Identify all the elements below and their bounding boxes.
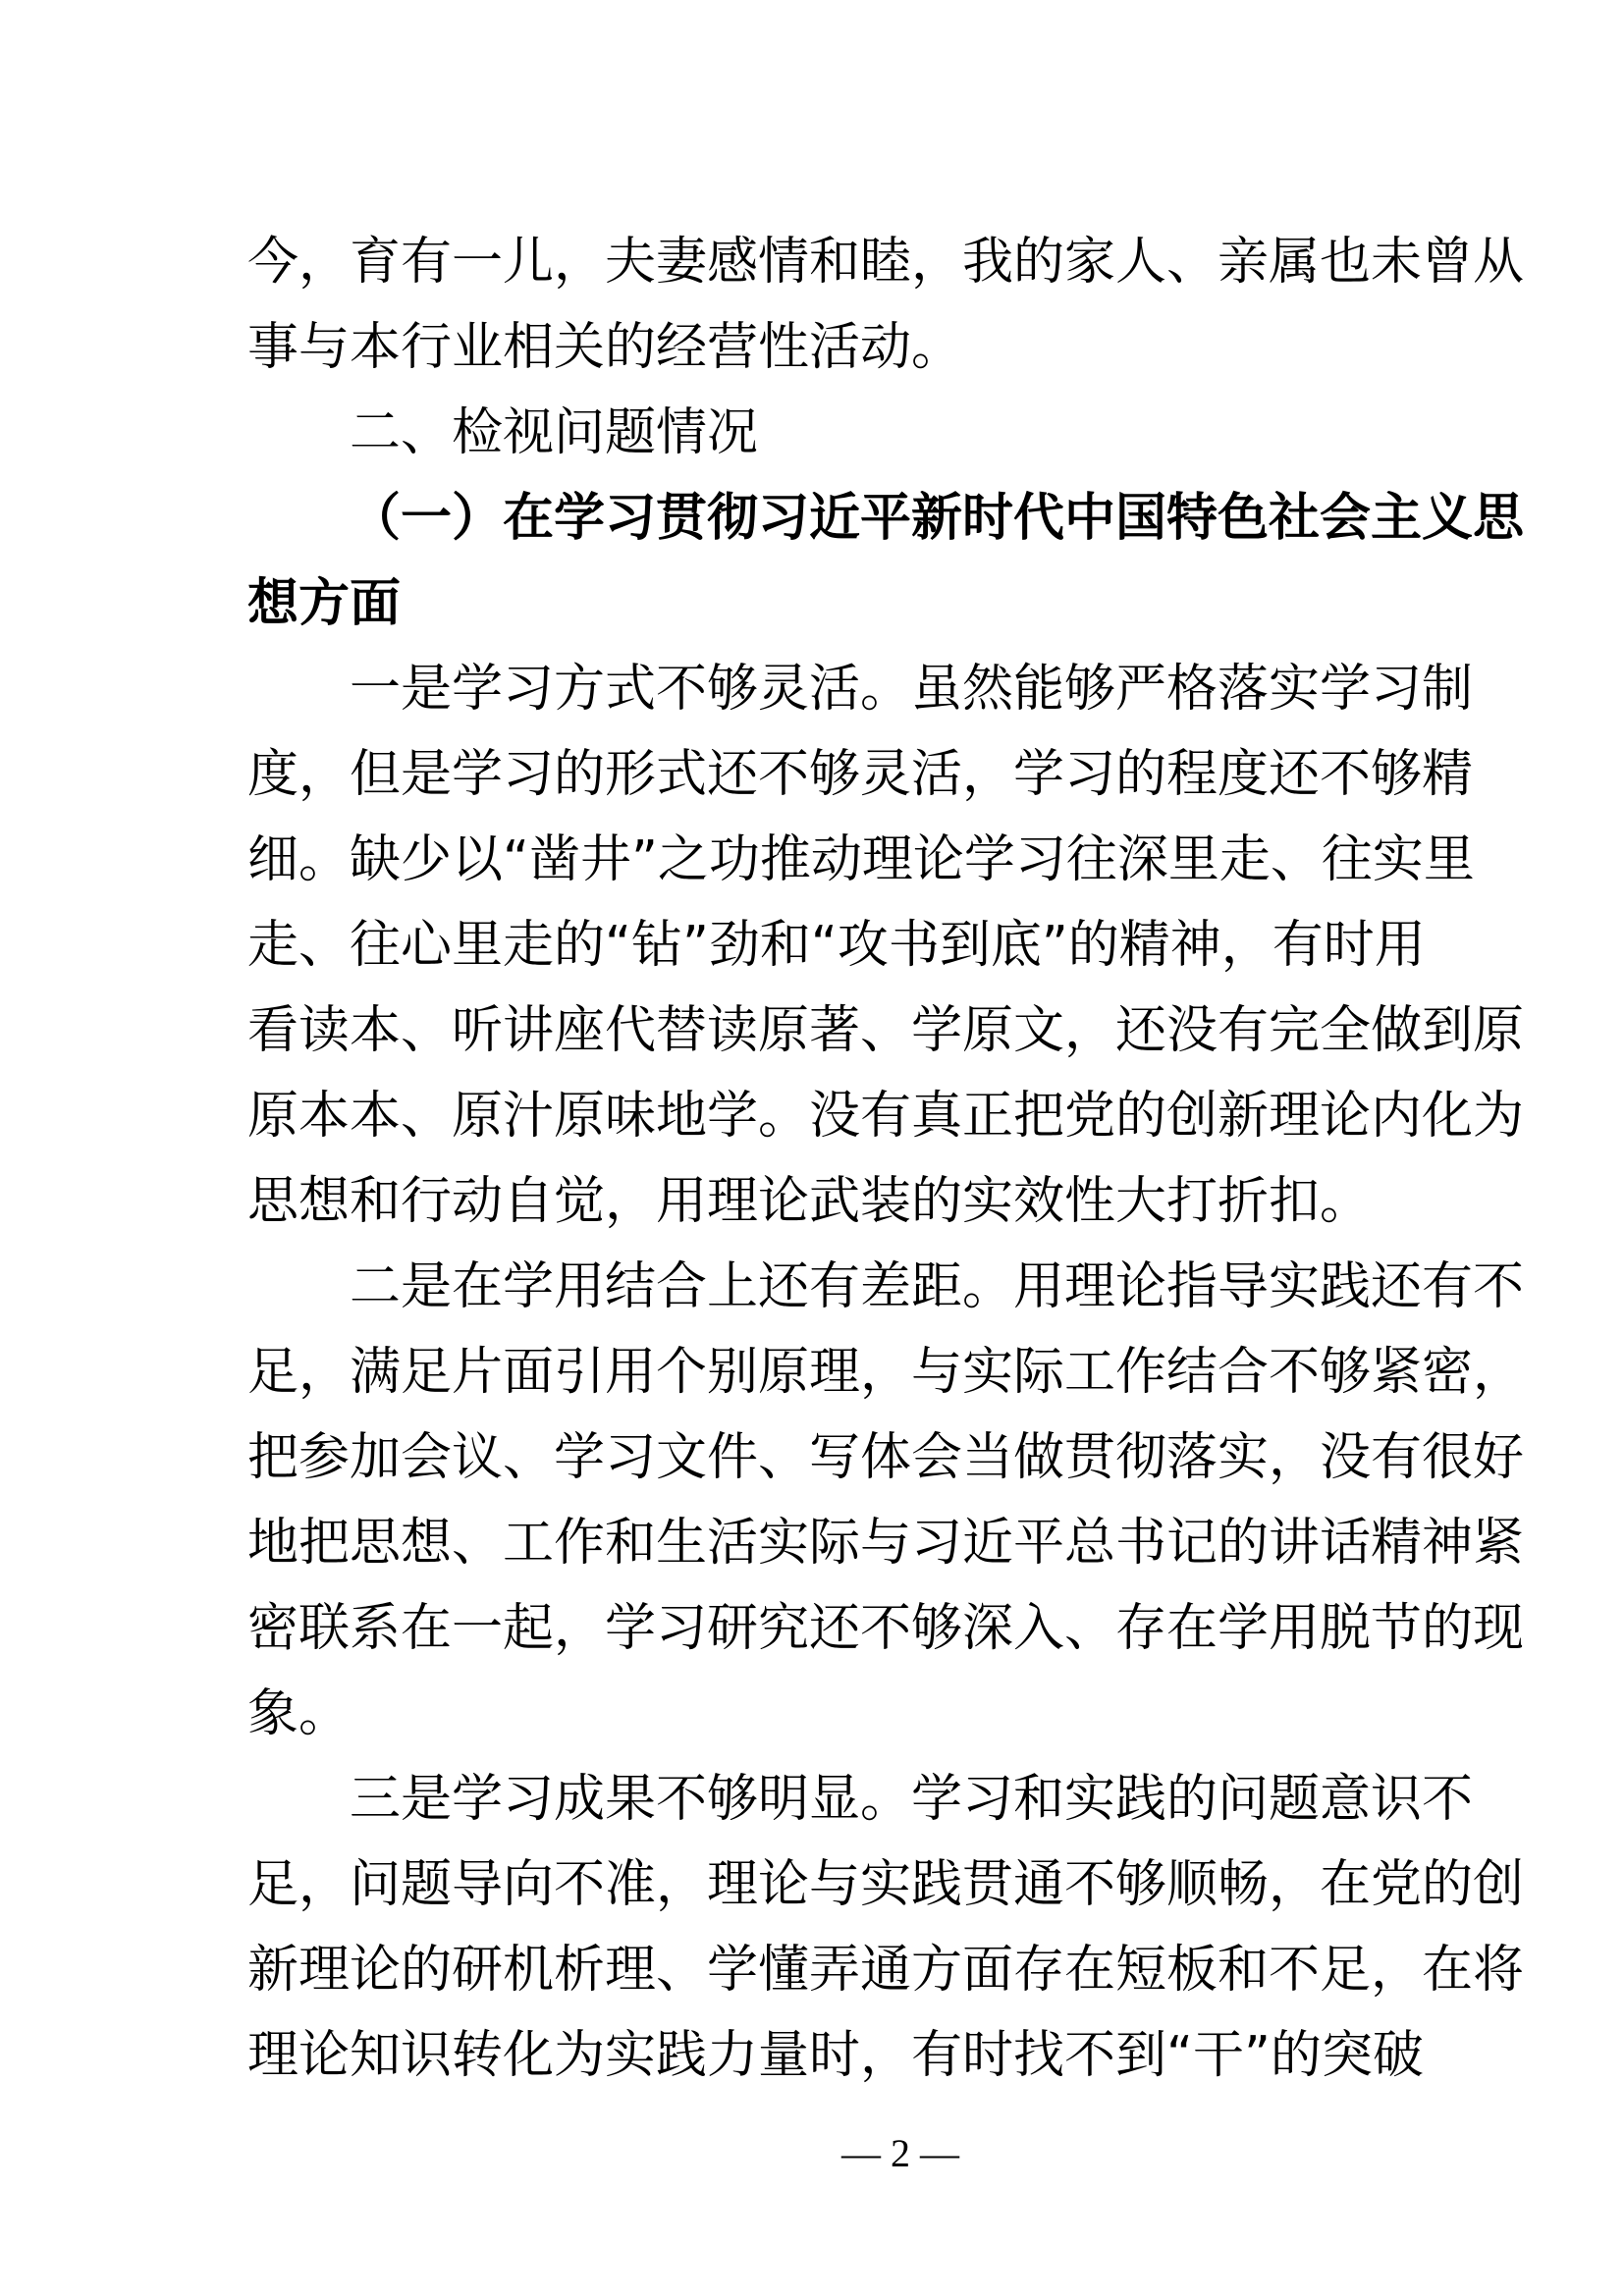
paragraph (247, 1757, 1525, 2099)
section-heading (247, 391, 1384, 476)
text-line: 三是学习成果不够明显。学习和实践的问题意识不 (350, 1770, 1474, 1829)
text-line: 理论知识转化为实践力量时，有时找不到“干”的突破 (247, 2026, 1424, 2085)
text-line: 度，但是学习的形式还不够灵活，学习的程度还不够精 (247, 745, 1474, 804)
text-line: 把参加会议、学习文件、写体会当做贯彻落实，没有很好 (247, 1428, 1525, 1487)
text-line: 今，育有一儿，夫妻感情和睦，我的家人、亲属也未曾从 (247, 233, 1525, 292)
text-line: 足，满足片面引用个别原理，与实际工作结合不够紧密， (247, 1343, 1525, 1402)
page-number: — 2 — (841, 2131, 959, 2175)
text-line: 象。 (247, 1684, 351, 1743)
text-line: 二、检视问题情况 (350, 403, 759, 462)
text-line: 一是学习方式不够灵活。虽然能够严格落实学习制 (350, 660, 1474, 719)
text-line: 新理论的研机析理、学懂弄通方面存在短板和不足，在将 (247, 1941, 1525, 2000)
text-line: 原本本、原汁原味地学。没有真正把党的创新理论内化为 (247, 1087, 1525, 1146)
text-line: 思想和行动自觉，用理论武装的实效性大打折扣。 (247, 1172, 1372, 1231)
paragraph (247, 220, 1525, 391)
text-line: 足，问题导向不准，理论与实践贯通不够顺畅，在党的创 (247, 1855, 1525, 1914)
text-line: 走、往心里走的“钻”劲和“攻书到底”的精神，有时用 (247, 916, 1426, 975)
text-line: 密联系在一起，学习研究还不够深入、存在学用脱节的现 (247, 1599, 1525, 1658)
text-line: 细。缺少以“凿井”之功推动理论学习往深里走、往实里 (247, 830, 1475, 889)
paragraph (247, 1245, 1525, 1757)
document-page (247, 220, 1525, 2099)
paragraph (247, 647, 1525, 1245)
text-line: 看读本、听讲座代替读原著、学原文，还没有完全做到原 (247, 1001, 1525, 1060)
text-line: 事与本行业相关的经营性活动。 (247, 318, 963, 377)
text-line: 二是在学用结合上还有差距。用理论指导实践还有不 (350, 1257, 1525, 1316)
text-line: 想方面 (247, 574, 402, 633)
text-line: 地把思想、工作和生活实际与习近平总书记的讲话精神紧 (247, 1514, 1525, 1573)
subheading-heading (247, 476, 1525, 647)
text-line: （一）在学习贯彻习近平新时代中国特色社会主义思 (350, 489, 1525, 548)
